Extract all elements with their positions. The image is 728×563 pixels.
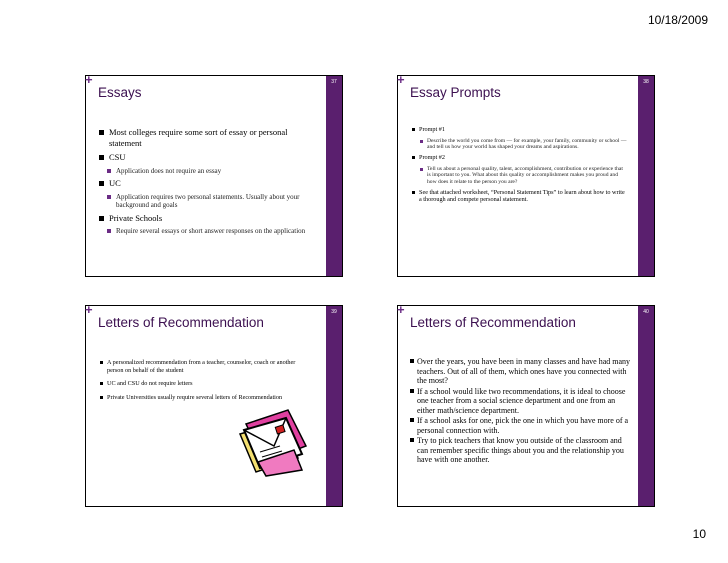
bullet: UC and CSU do not require letters: [98, 380, 302, 388]
page-date: 10/18/2009: [647, 13, 708, 27]
slide-content: [408, 357, 634, 466]
slide-content: [410, 126, 628, 208]
bullet: Over the years, you have been in many classes and have had many teachers. Out of all of them, which ones have you connected with the most?: [408, 357, 634, 386]
sub-bullet: Require several essays or short answer responses on the application: [98, 227, 318, 236]
slide-content: [98, 359, 302, 405]
plus-icon: +: [85, 302, 93, 317]
accent-bar: [638, 76, 654, 276]
plus-icon: +: [397, 302, 405, 317]
slide-number: 40: [643, 309, 649, 315]
slide-37: [85, 75, 343, 277]
slide-content: [98, 127, 318, 239]
bullet: See that attached worksheet, “Personal Statement Tips” to learn about how to write a thorough and compete personal statement.: [410, 189, 628, 204]
sub-bullet: Application requires two personal statements. Usually about your background and goals: [98, 193, 318, 210]
page-number: 10: [692, 527, 706, 541]
slide-number: 38: [643, 79, 649, 85]
slide-title: Letters of Recommendation: [410, 315, 576, 330]
slide-title: Essay Prompts: [410, 85, 501, 100]
bullet: Prompt #1: [410, 126, 628, 134]
slide-39: [85, 305, 343, 507]
slide-38: [397, 75, 655, 277]
slide-title: Essays: [98, 85, 142, 100]
bullet: Try to pick teachers that know you outside of the classroom and can remember specific things about you and the relationship you have with one another.: [408, 436, 634, 465]
plus-icon: +: [85, 72, 93, 87]
bullet: Private Universities usually require several letters of Recommendation: [98, 394, 302, 402]
bullet: Private Schools: [98, 213, 318, 224]
slide-40: [397, 305, 655, 507]
sub-bullet: Describe the world you come from — for example, your family, community or school — and tell us how your world has shaped your dreams and aspirations.: [410, 138, 628, 152]
plus-icon: +: [397, 72, 405, 87]
accent-bar: [326, 306, 342, 506]
bullet: UC: [98, 178, 318, 189]
bullet: Prompt #2: [410, 154, 628, 162]
slide-number: 39: [331, 309, 337, 315]
bullet: If a school asks for one, pick the one in which you have more of a personal connection with.: [408, 416, 634, 435]
slide-number: 37: [331, 79, 337, 85]
sub-bullet: Tell us about a personal quality, talent, accomplishment, contribution or experience that is important to you. What about this quality or accomplishment makes you proud and how does it relate to the person you are?: [410, 166, 628, 186]
slide-title: Letters of Recommendation: [98, 315, 264, 330]
bullet: CSU: [98, 152, 318, 163]
sub-bullet: Application does not require an essay: [98, 167, 318, 176]
bullet: Most colleges require some sort of essay or personal statement: [98, 127, 318, 148]
accent-bar: [326, 76, 342, 276]
bullet: If a school would like two recommendations, it is ideal to choose one teacher from a social science department and one from an either math/science department.: [408, 387, 634, 416]
envelopes-clipart-icon: [236, 406, 310, 478]
accent-bar: [638, 306, 654, 506]
bullet: A personalized recommendation from a teacher, counselor, coach or another person on behalf of the student: [98, 359, 302, 374]
